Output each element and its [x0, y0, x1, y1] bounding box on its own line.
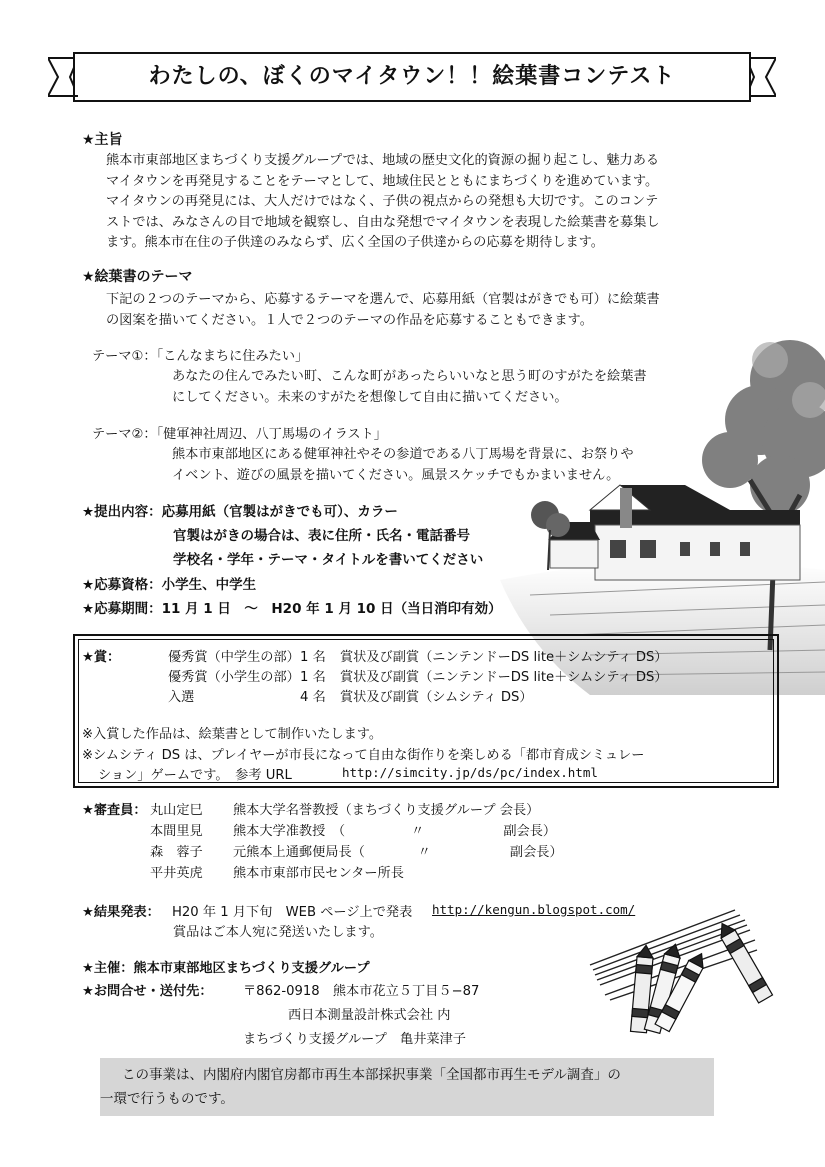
- judge-role: 元熊本上通郵便局長（ 〃 副会長）: [233, 845, 563, 860]
- contact-label: ★お問合せ・送付先：: [82, 984, 213, 999]
- theme-line: の図案を描いてください。１人で２つのテーマの作品を応募することもできます。: [106, 312, 593, 328]
- purpose-line: マイタウンを再発見することをテーマとして、地域住民とともにまちづくりを進めています。: [106, 173, 659, 189]
- judge-name: 森 蓉子: [150, 845, 203, 860]
- results-label: ★結果発表：: [82, 905, 160, 920]
- organizer: ★主催：熊本市東部地区まちづくり支援グループ: [82, 961, 370, 976]
- theme1-line: あなたの住んでみたい町、こんな町があったらいいなと思う町のすがたを絵葉書: [172, 369, 647, 384]
- footer-line: 一環で行うものです。: [100, 1091, 234, 1107]
- prize-note: ※シムシティ DS は、プレイヤーが市長になって自由な街作りを楽しめる「都市育成シミュレー: [82, 748, 645, 763]
- prize-award: 賞状及び副賞（シムシティ DS）: [340, 690, 533, 705]
- submission-line1: ★提出内容：応募用紙（官製はがきでも可）、カラー: [82, 504, 398, 520]
- contact-company: 西日本測量設計株式会社 内: [288, 1008, 451, 1023]
- judge-role: 熊本市東部市民センター所長: [233, 866, 404, 881]
- footer-line: この事業は、内閣府内閣官房都市再生本部採択事業「全国都市再生モデル調査」の: [122, 1067, 621, 1083]
- purpose-line: マイタウンの再発見には、大人だけではなく、子供の視点からの発想も大切です。このコンテ: [106, 194, 659, 209]
- prize-note: ション」ゲームです。 参考 URL: [98, 768, 292, 783]
- crayons-illustration: [585, 890, 795, 1050]
- eligibility: ★応募資格：小学生、中学生: [82, 577, 257, 593]
- prize-award: 賞状及び副賞（ニンテンドーDS lite＋シムシティ DS）: [340, 670, 668, 685]
- judge-role: 熊本大学名誉教授（まちづくり支援グループ 会長）: [233, 803, 540, 818]
- judges-label: ★審査員：: [82, 803, 147, 818]
- judge-name: 平井英虎: [150, 866, 203, 881]
- theme-line: 下記の２つのテーマから、応募するテーマを選んで、応募用紙（官製はがきでも可）に絵葉書: [106, 292, 660, 307]
- theme1-title: テーマ①：「こんなまちに住みたい」: [92, 349, 309, 364]
- purpose-line: ストでは、みなさんの目で地域を観察し、自由な発想でマイタウンを表現した絵葉書を募集し: [106, 214, 660, 230]
- theme1-line: にしてください。未来のすがたを想像して自由に描いてください。: [172, 389, 568, 405]
- prize-count: 1 名: [300, 670, 326, 685]
- prize-name: 優秀賞（小学生の部）: [168, 670, 300, 685]
- results-url[interactable]: http://kengun.blogspot.com/: [432, 902, 636, 917]
- prize-name: 入選: [168, 690, 195, 705]
- submission-line2: 官製はがきの場合は、表に住所・氏名・電話番号: [173, 528, 470, 544]
- prize-note: ※入賞した作品は、絵葉書として制作いたします。: [82, 727, 383, 742]
- purpose-body: [106, 151, 726, 254]
- period: ★応募期間：11 月 1 日 ～ H20 年 1 月 10 日（当日消印有効）: [82, 601, 502, 617]
- theme2-line: イベント、遊びの風景を描いてください。風景スケッチでもかまいません。: [172, 467, 620, 483]
- simcity-link[interactable]: http://simcity.jp/ds/pc/index.html: [342, 765, 598, 780]
- purpose-heading: ★主旨: [82, 132, 123, 148]
- prize-count: 4 名: [300, 690, 326, 705]
- theme2-title: テーマ②：「健軍神社周辺、八丁馬場のイラスト」: [92, 427, 387, 442]
- judge-role: 熊本大学准教授 （ 〃 副会長）: [233, 824, 557, 839]
- page-title: わたしの、ぼくのマイタウン！！絵葉書コンテスト: [148, 64, 676, 89]
- submission-line3: 学校名・学年・テーマ・タイトルを書いてください: [173, 552, 484, 568]
- judge-name: 丸山定巳: [150, 803, 203, 818]
- results-line2: 賞品はご本人宛に発送いたします。: [173, 925, 383, 940]
- prize-name: 優秀賞（中学生の部）: [168, 650, 300, 665]
- footer-text: [100, 1063, 712, 1111]
- prize-count: 1 名: [300, 650, 326, 665]
- results-text: H20 年 1 月下旬 WEB ページ上で発表: [172, 905, 413, 920]
- purpose-line: ます。熊本市在住の子供達のみならず、広く全国の子供達からの応募を期待します。: [106, 235, 604, 250]
- prize-label: ★賞：: [82, 650, 121, 665]
- contact-person: まちづくり支援グループ 亀井菜津子: [243, 1032, 466, 1047]
- judge-name: 本間里見: [150, 824, 203, 839]
- title-banner: [48, 52, 776, 102]
- prize-award: 賞状及び副賞（ニンテンドーDS lite＋シムシティ DS）: [340, 650, 668, 665]
- purpose-line: 熊本市東部地区まちづくり支援グループでは、地域の歴史文化的資源の掘り起こし、魅力ある: [106, 153, 660, 168]
- theme-heading: ★絵葉書のテーマ: [82, 269, 193, 285]
- contact-address: 〒862-0918 熊本市花立５丁目５−87: [243, 984, 480, 999]
- theme2-line: 熊本市東部地区にある健軍神社やその参道である八丁馬場を背景に、お祭りや: [172, 447, 634, 462]
